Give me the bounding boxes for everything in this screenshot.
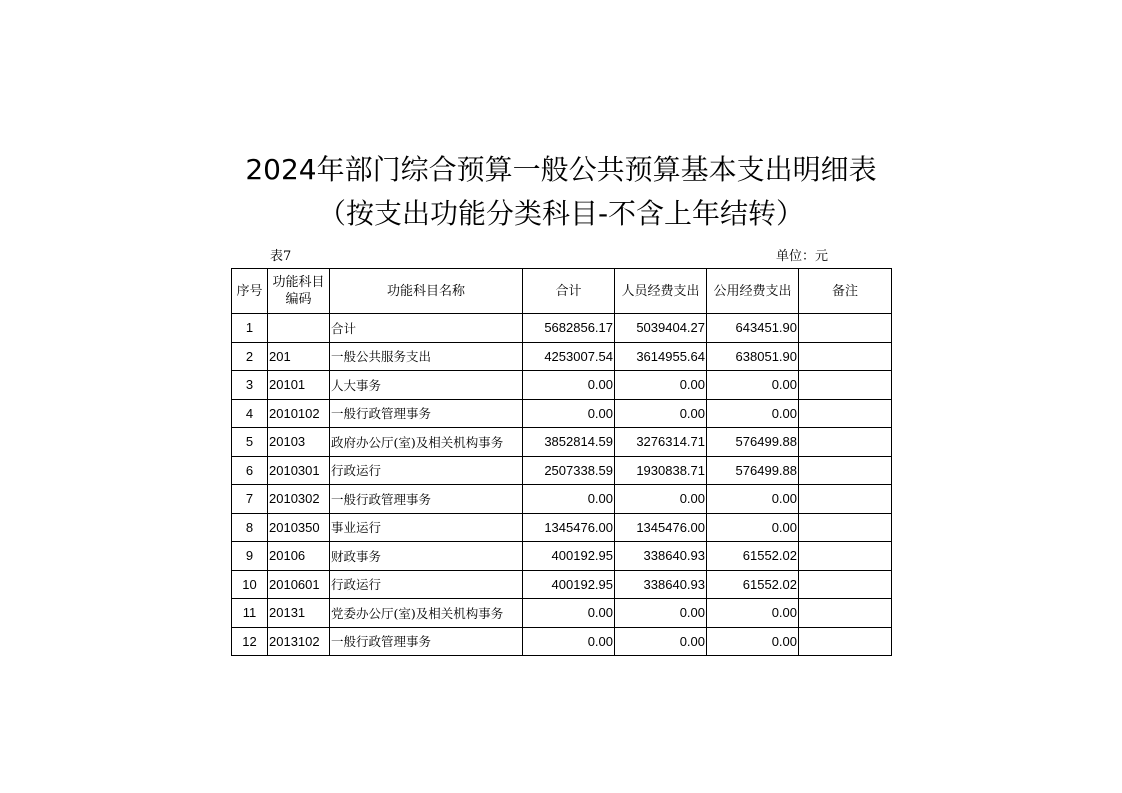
cell-public: 61552.02 [707,542,799,571]
cell-note [799,570,892,599]
cell-personnel: 338640.93 [615,570,707,599]
cell-personnel: 0.00 [615,371,707,400]
cell-code: 201 [268,342,330,371]
cell-note [799,314,892,343]
cell-personnel: 1930838.71 [615,456,707,485]
cell-name: 一般公共服务支出 [330,342,523,371]
cell-personnel: 1345476.00 [615,513,707,542]
cell-seq: 10 [232,570,268,599]
cell-note [799,428,892,457]
cell-personnel: 0.00 [615,599,707,628]
cell-name: 人大事务 [330,371,523,400]
header-personnel: 人员经费支出 [615,269,707,314]
cell-note [799,485,892,514]
cell-public: 0.00 [707,399,799,428]
page-subtitle: （按支出功能分类科目-不含上年结转） [317,197,805,230]
table-row [232,456,892,485]
cell-personnel: 0.00 [615,485,707,514]
header-name: 功能科目名称 [330,269,523,314]
cell-seq: 8 [232,513,268,542]
cell-total: 1345476.00 [523,513,615,542]
cell-seq: 4 [232,399,268,428]
cell-name: 财政事务 [330,542,523,571]
cell-code: 2010301 [268,456,330,485]
cell-seq: 6 [232,456,268,485]
cell-seq: 9 [232,542,268,571]
cell-total: 400192.95 [523,542,615,571]
table-row [232,599,892,628]
cell-personnel: 3614955.64 [615,342,707,371]
cell-name: 行政运行 [330,456,523,485]
header-code: 功能科目编码 [268,269,330,314]
cell-code [268,314,330,343]
cell-code: 20131 [268,599,330,628]
header-public: 公用经费支出 [707,269,799,314]
cell-code: 20101 [268,371,330,400]
cell-public: 576499.88 [707,428,799,457]
cell-note [799,342,892,371]
cell-total: 4253007.54 [523,342,615,371]
cell-name: 事业运行 [330,513,523,542]
cell-code: 20103 [268,428,330,457]
cell-note [799,542,892,571]
cell-code: 2010350 [268,513,330,542]
cell-note [799,599,892,628]
page-title: 2024年部门综合预算一般公共预算基本支出明细表 [245,153,877,186]
cell-total: 2507338.59 [523,456,615,485]
table-row [232,314,892,343]
unit-label: 单位：元 [776,249,829,264]
cell-personnel: 5039404.27 [615,314,707,343]
cell-total: 0.00 [523,371,615,400]
cell-total: 0.00 [523,485,615,514]
cell-seq: 12 [232,627,268,656]
cell-seq: 2 [232,342,268,371]
cell-note [799,513,892,542]
cell-seq: 7 [232,485,268,514]
cell-personnel: 3276314.71 [615,428,707,457]
table-body [232,314,892,656]
cell-seq: 1 [232,314,268,343]
cell-note [799,399,892,428]
cell-code: 2013102 [268,627,330,656]
cell-personnel: 338640.93 [615,542,707,571]
table-row [232,371,892,400]
budget-table [231,268,892,656]
table-row [232,513,892,542]
cell-total: 400192.95 [523,570,615,599]
table-row [232,485,892,514]
cell-public: 61552.02 [707,570,799,599]
table-row [232,342,892,371]
cell-note [799,627,892,656]
cell-seq: 5 [232,428,268,457]
cell-name: 合计 [330,314,523,343]
table-row [232,542,892,571]
cell-name: 一般行政管理事务 [330,627,523,656]
header-note: 备注 [799,269,892,314]
cell-total: 3852814.59 [523,428,615,457]
cell-total: 0.00 [523,599,615,628]
cell-name: 一般行政管理事务 [330,485,523,514]
cell-public: 0.00 [707,485,799,514]
cell-code: 2010102 [268,399,330,428]
cell-code: 20106 [268,542,330,571]
table-row [232,399,892,428]
table-header-row [232,269,892,314]
table-row [232,428,892,457]
table-row [232,627,892,656]
cell-total: 5682856.17 [523,314,615,343]
header-total: 合计 [523,269,615,314]
cell-public: 0.00 [707,599,799,628]
cell-total: 0.00 [523,399,615,428]
cell-code: 2010601 [268,570,330,599]
cell-public: 576499.88 [707,456,799,485]
cell-code: 2010302 [268,485,330,514]
header-seq: 序号 [232,269,268,314]
cell-seq: 3 [232,371,268,400]
cell-public: 0.00 [707,513,799,542]
cell-note [799,456,892,485]
cell-personnel: 0.00 [615,399,707,428]
table-row [232,570,892,599]
cell-name: 政府办公厅(室)及相关机构事务 [330,428,523,457]
cell-total: 0.00 [523,627,615,656]
cell-public: 0.00 [707,371,799,400]
cell-public: 638051.90 [707,342,799,371]
cell-name: 党委办公厅(室)及相关机构事务 [330,599,523,628]
cell-public: 643451.90 [707,314,799,343]
cell-name: 一般行政管理事务 [330,399,523,428]
cell-name: 行政运行 [330,570,523,599]
cell-note [799,371,892,400]
cell-seq: 11 [232,599,268,628]
table-number: 表7 [270,249,292,264]
cell-public: 0.00 [707,627,799,656]
cell-personnel: 0.00 [615,627,707,656]
